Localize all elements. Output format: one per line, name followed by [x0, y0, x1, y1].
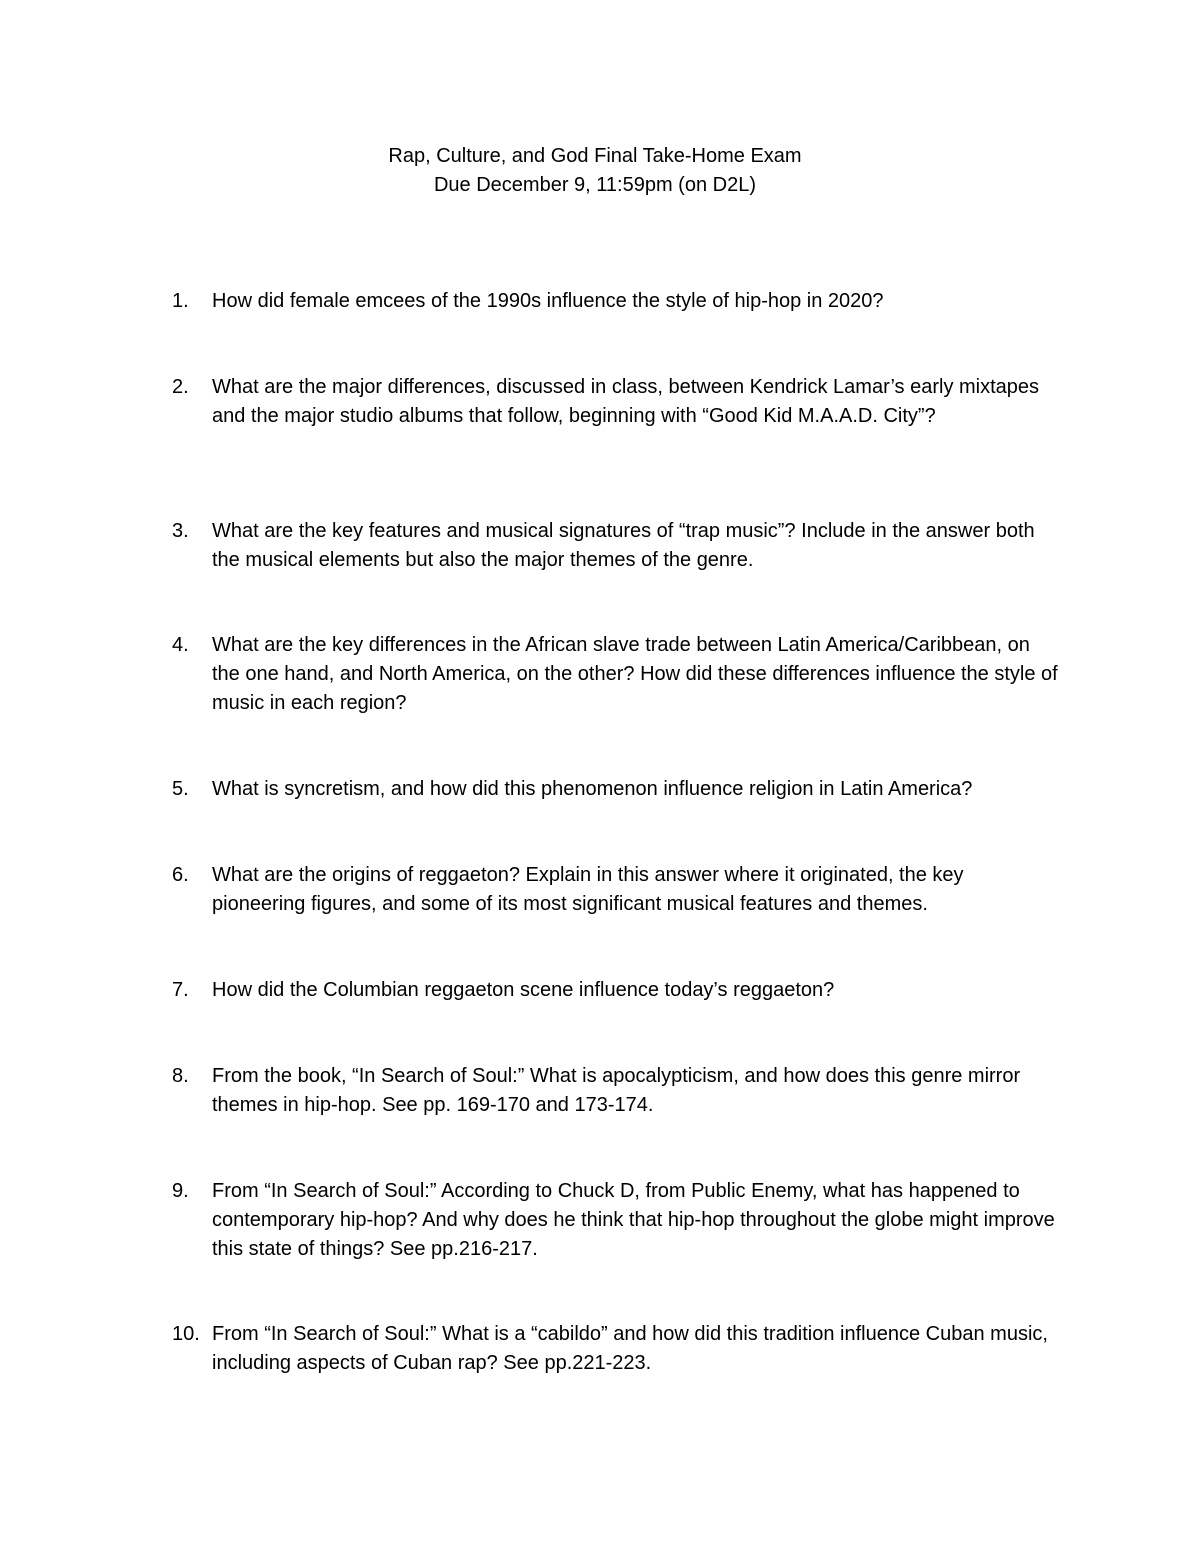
question-item [172, 373, 1072, 431]
question-text: What are the origins of reggaeton? Explain in this answer where it originated, the key pioneering figures, and some of its most significant musical features and themes. [212, 864, 964, 915]
question-text: How did the Columbian reggaeton scene influence today’s reggaeton? [212, 979, 835, 1001]
question-item [172, 287, 1072, 316]
question-number: 10. [172, 1323, 200, 1345]
question-text: From “In Search of Soul:” What is a “cabildo” and how did this tradition influence Cuban music, including aspects of Cuban rap? See pp.221-223. [212, 1323, 1048, 1374]
exam-title: Rap, Culture, and God Final Take-Home Exam [388, 145, 802, 167]
question-number: 2. [172, 376, 189, 398]
question-item [172, 976, 1072, 1005]
question-number: 1. [172, 290, 189, 312]
question-number: 3. [172, 520, 189, 542]
question-text: How did female emcees of the 1990s influence the style of hip-hop in 2020? [212, 290, 884, 312]
question-item [172, 1062, 1072, 1120]
question-item [172, 631, 1072, 718]
question-item [172, 775, 1072, 804]
question-number: 6. [172, 864, 189, 886]
question-text: What are the major differences, discussed in class, between Kendrick Lamar’s early mixtapes and the major studio albums that follow, beginning with “Good Kid M.A.A.D. City”? [212, 376, 1040, 427]
question-text: What are the key features and musical signatures of “trap music”? Include in the answer both the musical elements but also the major themes of the genre. [212, 520, 1035, 571]
question-text: What is syncretism, and how did this phenomenon influence religion in Latin America? [212, 778, 973, 800]
question-text: What are the key differences in the African slave trade between Latin America/Caribbean, on the one hand, and North America, on the other? How did these differences influence the style of music in each region? [212, 634, 1058, 714]
question-item [172, 1177, 1072, 1264]
question-number: 9. [172, 1180, 189, 1202]
question-number: 4. [172, 634, 189, 656]
question-text: From “In Search of Soul:” According to Chuck D, from Public Enemy, what has happened to contemporary hip-hop? And why does he think that hip-hop throughout the globe might improve this state of things? See pp.216-217. [212, 1180, 1055, 1260]
question-item [172, 861, 1072, 919]
question-number: 7. [172, 979, 189, 1001]
exam-due-date: Due December 9, 11:59pm (on D2L) [433, 174, 756, 196]
question-number: 8. [172, 1065, 189, 1087]
question-item [172, 1320, 1072, 1378]
exam-header [0, 142, 1190, 200]
question-number: 5. [172, 778, 189, 800]
question-text: From the book, “In Search of Soul:” What is apocalypticism, and how does this genre mirror themes in hip-hop. See pp. 169-170 and 173-174. [212, 1065, 1021, 1116]
question-item [172, 517, 1072, 575]
